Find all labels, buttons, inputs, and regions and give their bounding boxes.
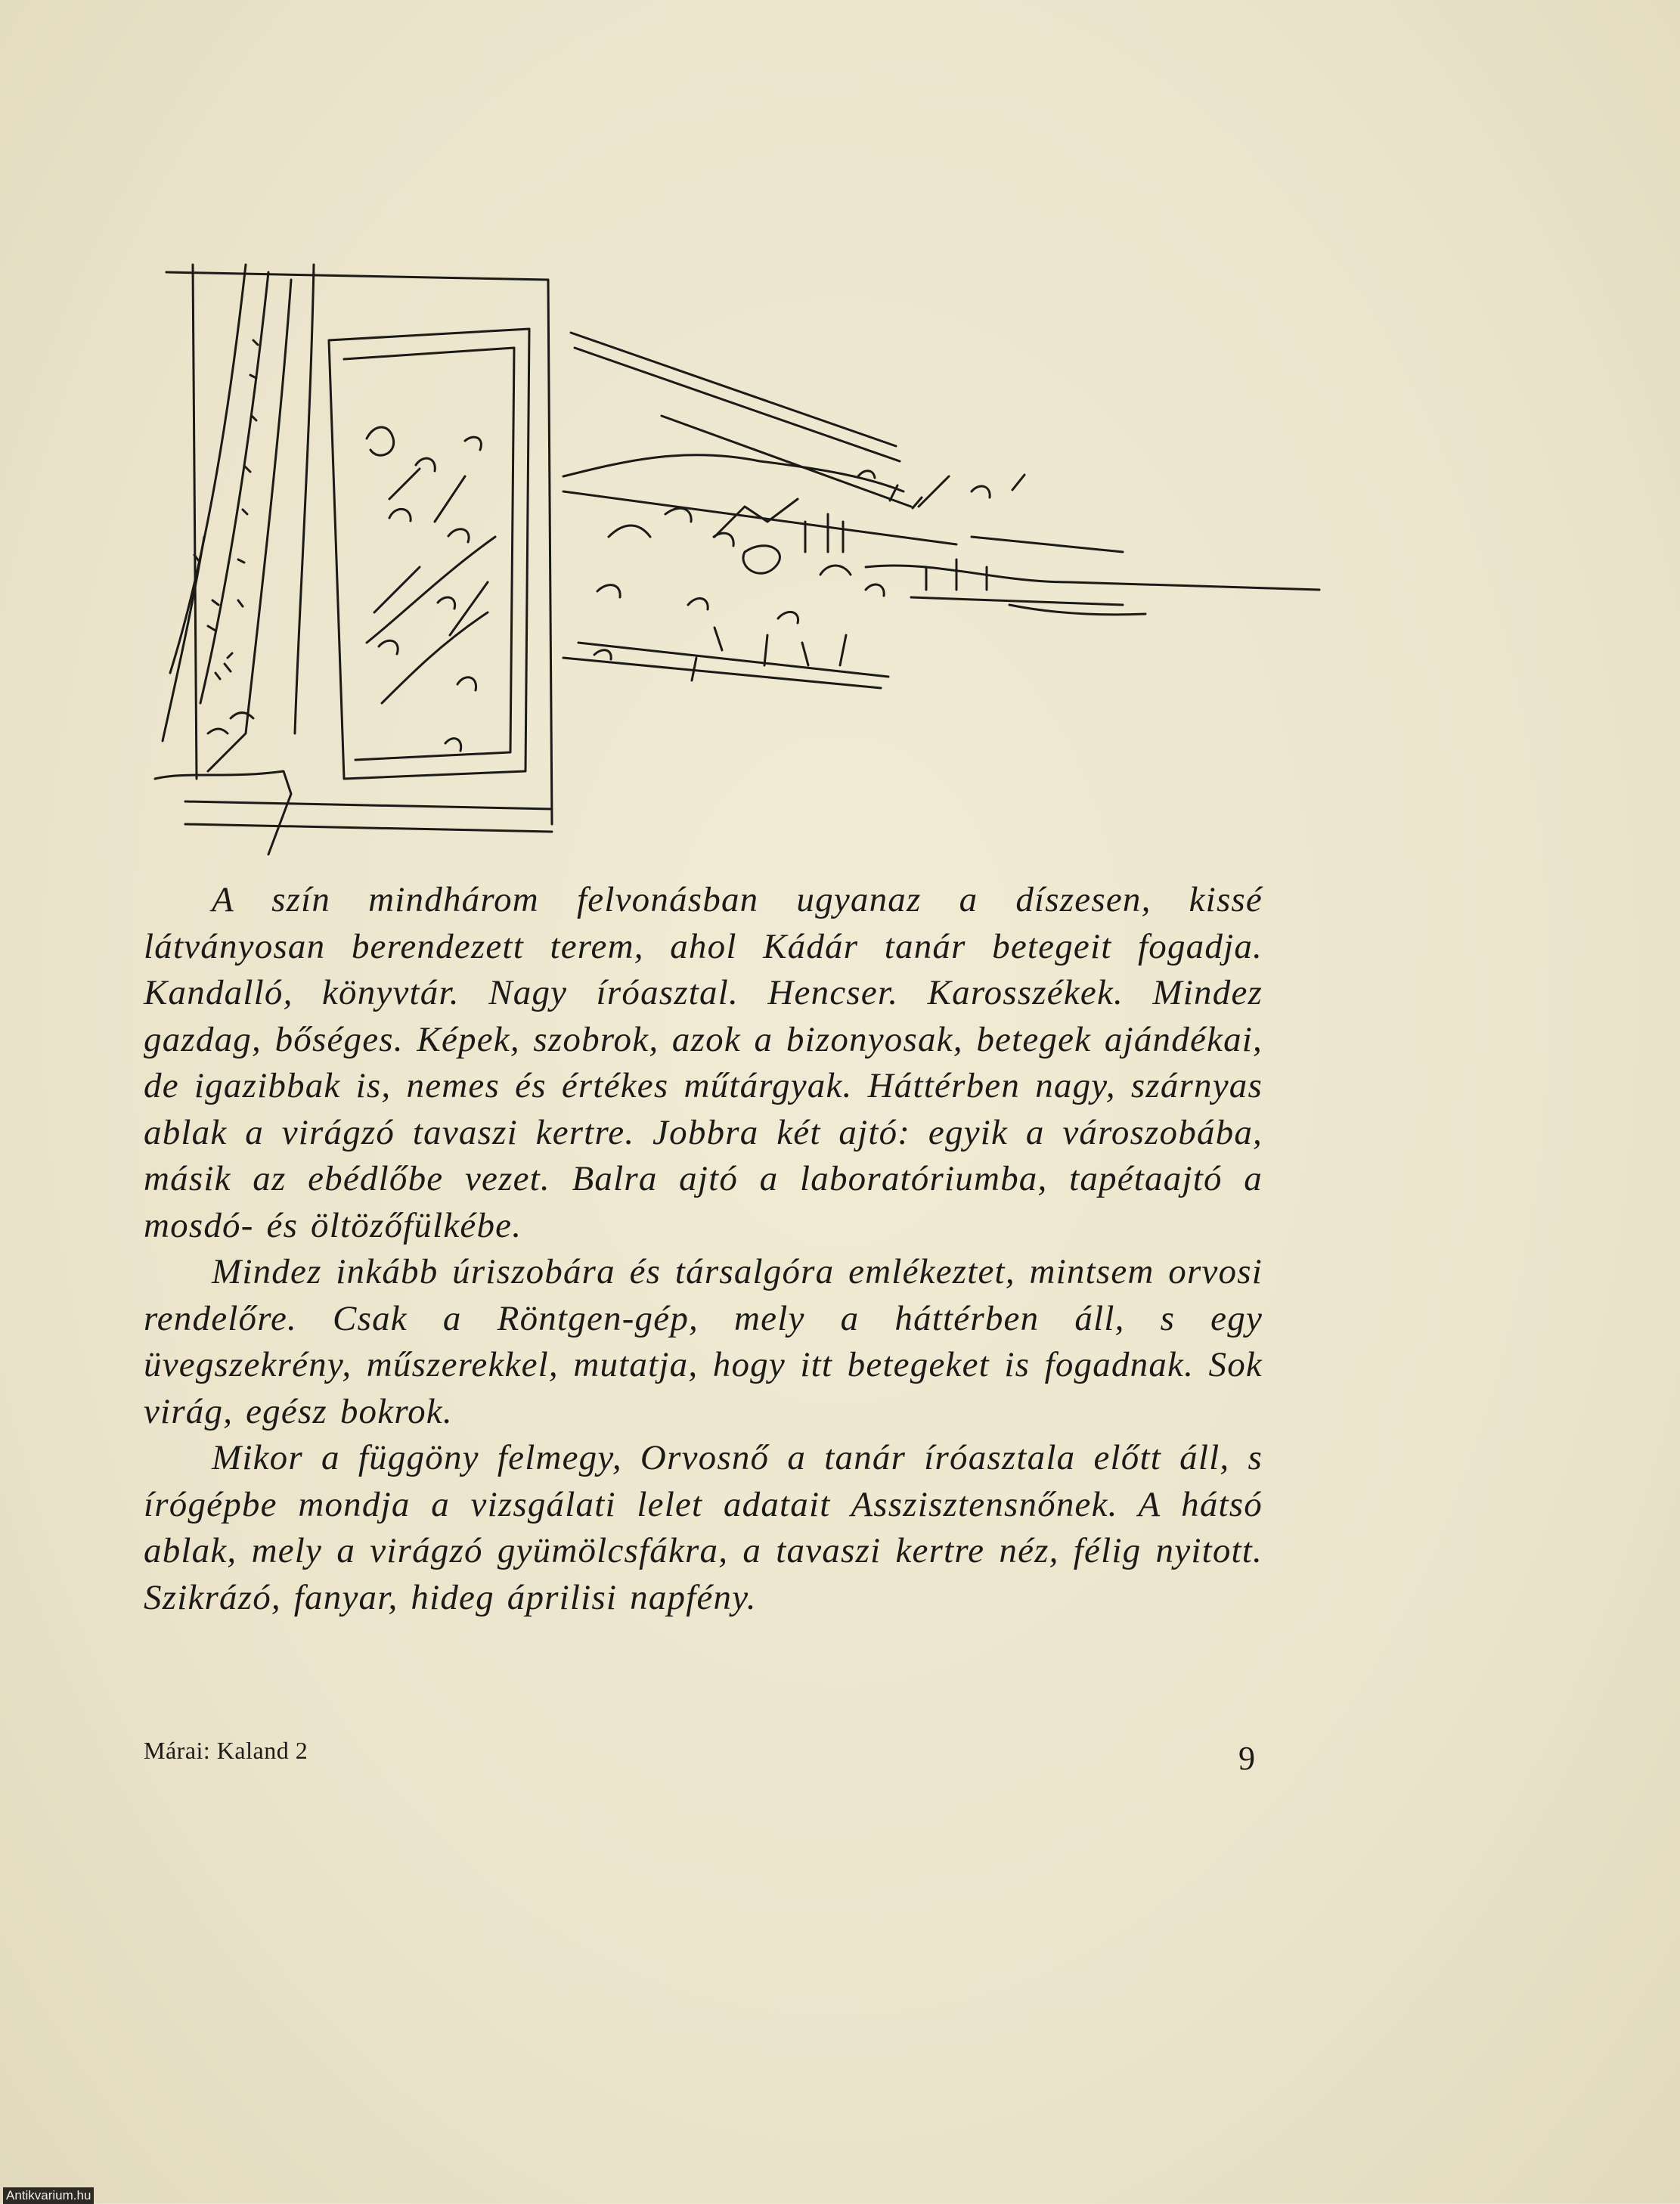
paragraph-2: Mindez inkább úriszobára és társalgóra emlékeztet, mintsem orvosi rendelőre. Csak a Röntgen-gép, mely a háttérben áll, s egy üvegszekrény, műszerekkel, mutatja, hogy itt betegeket is fogadnak. Sok virág, egész bokrok. <box>144 1252 1263 1431</box>
room-sketch-illustration <box>140 250 1331 870</box>
stage-directions-text <box>144 877 1263 1621</box>
paragraph-1: A szín mindhárom felvonásban ugyanaz a díszesen, kissé látványosan berendezett terem, ahol Kádár tanár betegeit fogadja. Kandalló, könyvtár. Nagy íróasztal. Hencser. Karosszékek. Mindez gazdag, bőséges. Képek, szobrok, azok a bizonyosak, betegek ajándékai, de igazibbak is, nemes és értékes műtárgyak. Háttérben nagy, szárnyas ablak a virágzó tavaszi kertre. Jobbra két ajtó: egyik a városzobába, másik az ebédlőbe vezet. Balra ajtó a laboratóriumba, tapétaajtó a mosdó- és öltözőfülkébe. <box>144 880 1263 1245</box>
watermark: Antikvarium.hu <box>3 2187 94 2204</box>
page-number: 9 <box>1238 1740 1255 1777</box>
paragraph-3: Mikor a függöny felmegy, Orvosnő a tanár íróasztala előtt áll, s írógépbe mondja a vizsgálati lelet adatait Asszisztensnőnek. A hátsó ablak, mely a virágzó gyümölcsfákra, a tavaszi kertre néz, félig nyitott. Szikrázó, fanyar, hideg áprilisi napfény. <box>144 1438 1263 1617</box>
signature-mark: Márai: Kaland 2 <box>144 1737 308 1764</box>
sketch-of-room-icon <box>140 250 1331 870</box>
